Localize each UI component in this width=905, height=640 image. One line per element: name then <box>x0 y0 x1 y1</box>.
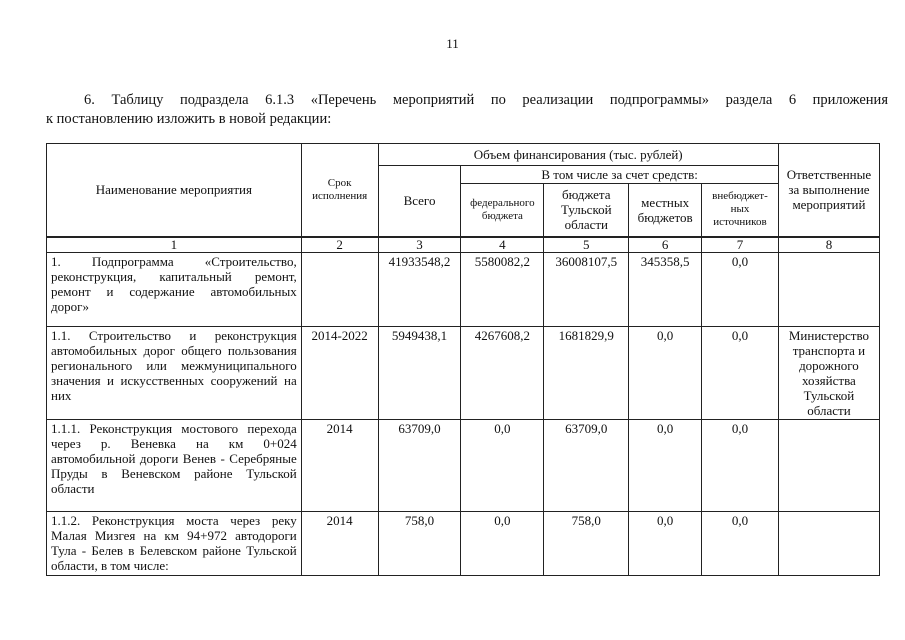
row-local: 0,0 <box>629 419 702 511</box>
header-regional: бюджета Тульской области <box>544 184 629 237</box>
intro-paragraph <box>46 91 888 129</box>
row-responsible: Министерство транспорта и дорожного хозяйства Тульской области <box>778 326 879 419</box>
col-number: 8 <box>778 237 879 253</box>
col-number: 6 <box>629 237 702 253</box>
row-local: 0,0 <box>629 511 702 575</box>
col-number: 3 <box>378 237 461 253</box>
row-federal: 5580082,2 <box>461 252 544 326</box>
row-name: 1.1. Строительство и реконструкция автомобильных дорог общего пользования регионального или межмуниципального значения и искусственных сооружений на них <box>47 326 302 419</box>
row-term <box>301 252 378 326</box>
header-funding: Объем финансирования (тыс. рублей) <box>378 144 778 166</box>
row-term: 2014 <box>301 511 378 575</box>
intro-line-2: к постановлению изложить в новой редакции: <box>46 111 332 127</box>
row-regional: 1681829,9 <box>544 326 629 419</box>
row-responsible <box>778 419 879 511</box>
row-name: 1. Подпрограмма «Строительство, реконструкция, капитальный ремонт, ремонт и содержание автомобильных дорог» <box>47 252 302 326</box>
row-total: 5949438,1 <box>378 326 461 419</box>
row-total: 63709,0 <box>378 419 461 511</box>
row-term: 2014-2022 <box>301 326 378 419</box>
col-number: 1 <box>47 237 302 253</box>
table-row <box>47 511 880 575</box>
row-name: 1.1.1. Реконструкция мостового перехода через р. Веневка на км 0+024 автомобильной дороги Венев - Серебряные Пруды в Веневском районе Тульской области <box>47 419 302 511</box>
row-responsible <box>778 511 879 575</box>
col-number: 5 <box>544 237 629 253</box>
header-federal: федерального бюджета <box>461 184 544 237</box>
table-row <box>47 326 880 419</box>
row-federal: 0,0 <box>461 419 544 511</box>
row-total: 41933548,2 <box>378 252 461 326</box>
row-extra: 0,0 <box>702 511 779 575</box>
header-local: местных бюджетов <box>629 184 702 237</box>
row-local: 345358,5 <box>629 252 702 326</box>
col-number: 4 <box>461 237 544 253</box>
row-local: 0,0 <box>629 326 702 419</box>
row-extra: 0,0 <box>702 419 779 511</box>
table-row <box>47 419 880 511</box>
table-row <box>47 252 880 326</box>
header-total: Всего <box>378 166 461 237</box>
col-number: 7 <box>702 237 779 253</box>
intro-line-1: 6. Таблицу подраздела 6.1.3 «Перечень мероприятий по реализации подпрограммы» раздела 6 приложения <box>84 92 888 108</box>
header-including: В том числе за счет средств: <box>461 166 778 184</box>
row-regional: 63709,0 <box>544 419 629 511</box>
row-federal: 0,0 <box>461 511 544 575</box>
row-federal: 4267608,2 <box>461 326 544 419</box>
row-extra: 0,0 <box>702 326 779 419</box>
row-extra: 0,0 <box>702 252 779 326</box>
row-regional: 36008107,5 <box>544 252 629 326</box>
measures-table <box>46 143 880 576</box>
row-regional: 758,0 <box>544 511 629 575</box>
row-total: 758,0 <box>378 511 461 575</box>
row-term: 2014 <box>301 419 378 511</box>
header-term: Срок исполнения <box>301 144 378 237</box>
row-responsible <box>778 252 879 326</box>
page-number: 11 <box>446 36 459 51</box>
col-number: 2 <box>301 237 378 253</box>
header-responsible: Ответственные за выполнение мероприятий <box>778 144 879 237</box>
header-name: Наименование мероприятия <box>47 144 302 237</box>
row-name: 1.1.2. Реконструкция моста через реку Малая Мизгея на км 94+972 автодороги Тула - Белев в Белевском районе Тульской области, в том числе: <box>47 511 302 575</box>
header-extra: внебюджет-ных источников <box>702 184 779 237</box>
